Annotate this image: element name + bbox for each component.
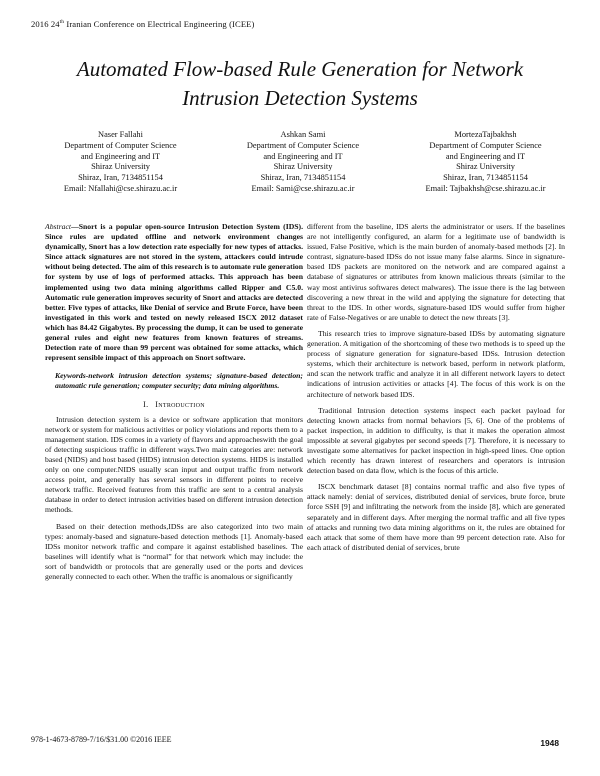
body-paragraph: Based on their detection methods,IDSs are also categorized into two main types: anomaly-based and signature-based detection methods [1]. Anomaly-based IDSs monitor network traffic and compare it against established baselines. The baselines will identify what is “normal” for that network which may include: the sort of bandwidth or protocols that are generally used or the ports and devices generally connected to each other. When the traffic is anomalous or significantly — [45, 521, 303, 581]
body-paragraph: different from the baseline, IDS alerts the administrator or users. If the baselines are not intelligently configured, an alarm for a legitimate use of bandwidth is issued, False Positive, which is the main burden of anomaly-based methods [2]. In contrast, signature-based IDSs do not issue many false alarms. Since in signature-based IDS packets are monitored on the network and are compared against a database of signatures or attributes from known malicious threats (similar to the way most antivirus softwares detect malwares). The issue there is the lag between discovering a new threat in the wild and applying the signature for detecting that threat to the IDS. In other words, signature-based IDS would suffer from higher rate of False-Negatives or are unable to detect the new threats [3]. — [307, 222, 565, 322]
abstract-label: Abstract — [45, 222, 72, 231]
author-1 — [38, 130, 203, 195]
author-department-cont: and Engineering and IT — [445, 151, 526, 161]
author-address: Shiraz, Iran, 7134851154 — [443, 173, 528, 183]
body-paragraph: This research tries to improve signature-based IDSs by automating signature generation. A mitigation of the shortcoming of these two methods is to speed up the process of signature generation for signature-based IDSs. Intrusion detection systems, which their architecture is network based, perform in network platform, and scan the network traffic and analyze it in all different network layers to detect indications of intrusion activities or attacks [4]. The focus of this work is on the architecture of network based IDS. — [307, 328, 565, 399]
abstract — [45, 222, 303, 363]
body-paragraph: Traditional Intrusion detection systems inspect each packet payload for detecting known attacks from normal behaviors [5, 6]. One of the problems of packet inspection, in addition to difficulty, is that it makes the operation almost impossible at several gigabytes per second speeds [7]. Therefore, it is necessary to investigate some alternatives for packet inspection in high-speed lines. One option which recently has drawn interest of researchers and operators is intrusion detection based on data flow, which is the focus of this article. — [307, 405, 565, 476]
author-name: MortezaTajbakhsh — [454, 130, 517, 139]
author-department-cont: and Engineering and IT — [80, 151, 161, 161]
paper-title — [20, 55, 580, 113]
section-heading — [45, 400, 303, 410]
author-name: Ashkan Sami — [280, 130, 326, 139]
conference-year: 2016 24 — [31, 19, 60, 29]
author-name: Naser Fallahi — [98, 130, 143, 139]
keywords: Keywords-network intrusion detection systems; signature-based detection; automatic rule generation; computer security; data mining algorithms. — [55, 371, 303, 391]
body-paragraph: Intrusion detection system is a device or software application that monitors network or system for malicious activities or policy violations and reports them to a management station. IDS comes in a variety of flavors and approacheswith the goal of detecting suspicious traffic in different ways.Two main categories are: network based (NIDS) and host based (HIDS) intrusion detection systems. HIDS is installed only on one computer.NIDS usually scan input and output traffic from network access point, and generally has several sensors in different points to receive network traffic. Received features from this traffic are sent to a central analysis database in order to detect intrusion activities based on different intrusion detection methods. — [45, 414, 303, 515]
page-number: 1948 — [540, 738, 559, 748]
body-paragraph: ISCX benchmark dataset [8] contains normal traffic and also five types of attack namely: denial of services, distributed denial of services, brute force, brute force SSH [9] and infiltrating the network from the inside [8], which are generated separately and in different days. After merging the normal traffic and all five types of attacks and running two data mining algorithms on it, the rules are obtained for each attack that some of them have more than 99 percent detection rate. Also for each attack of distributed denial of services, brute — [307, 482, 565, 552]
abstract-text: —Snort is a popular open-source Intrusion Detection System (IDS). Since rules are updated offline and network environment changes dynamically, Snort has a low detection rate especially for new types of attacks. Since attack signatures are not stored in the system, attackers could intrude without being detected. The aim of this research is to automate rule generation for system by use of logs of performed attacks. This approach has been implemented using two data mining algorithms called Ripper and C5.0. Automatic rule generation improves security of Snort and attacks are detected better. Five types of attacks, like Denial of service and Brute Force, have been investigated in this work and tested on newly released ISCX 2012 dataset which has 84.42 Gigabytes. By processing the dump, it can be used to generate general rules and eight new features from known features of streams. Detection rate of more than 99 percent was obtained for some attacks, which represent sensible impact of this approach on Snort software. — [45, 222, 303, 363]
copyright-footer: 978-1-4673-8789-7/16/$31.00 ©2016 IEEE — [31, 735, 172, 744]
author-university: Shiraz University — [273, 162, 333, 172]
author-2 — [221, 130, 386, 195]
conference-header — [31, 19, 254, 29]
left-column — [45, 222, 303, 588]
author-university: Shiraz University — [456, 162, 515, 172]
author-department: Department of Computer Science — [64, 140, 177, 150]
author-address: Shiraz, Iran, 7134851154 — [260, 173, 346, 183]
title-line-1: Automated Flow-based Rule Generation for Network — [76, 57, 524, 81]
author-block — [38, 130, 568, 195]
author-3 — [403, 130, 568, 195]
title-line-2: Intrusion Detection Systems — [182, 86, 418, 110]
section-title: Introduction — [155, 399, 205, 409]
author-department-cont: and Engineering and IT — [263, 151, 343, 161]
conference-ordinal-suffix: th — [59, 19, 65, 26]
author-email: Email: Tajbakhsh@cse.shirazu.ac.ir — [425, 183, 546, 193]
author-department: Department of Computer Science — [246, 140, 360, 150]
author-email: Email: Sami@cse.shirazu.ac.ir — [251, 183, 355, 193]
author-university: Shiraz University — [91, 162, 150, 172]
section-number: I. — [143, 399, 149, 409]
right-column — [307, 222, 565, 559]
conference-name: Iranian Conference on Electrical Engineering (ICEE) — [64, 19, 255, 29]
author-address: Shiraz, Iran, 7134851154 — [78, 173, 163, 183]
author-email: Email: Nfallahi@cse.shirazu.ac.ir — [63, 183, 178, 193]
author-department: Department of Computer Science — [429, 140, 542, 150]
